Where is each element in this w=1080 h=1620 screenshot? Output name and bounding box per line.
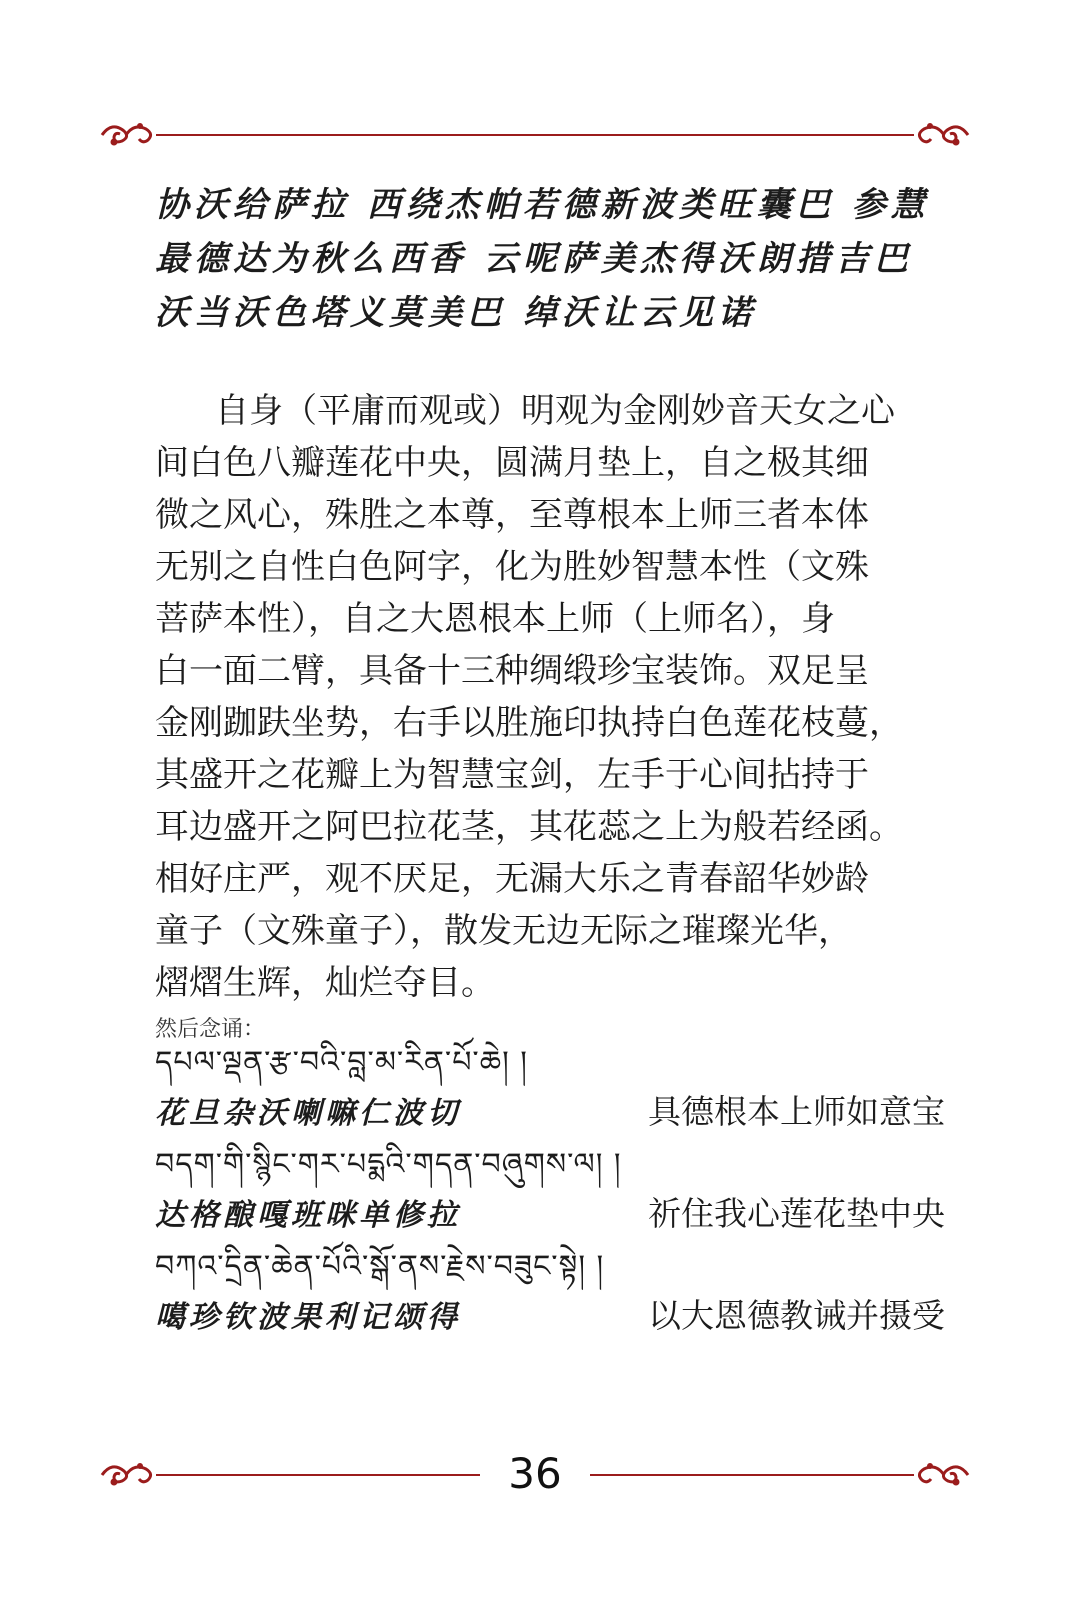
paragraph-line: 间白色八瓣莲花中央，圆满月垫上，自之极其细 (155, 443, 869, 483)
verse-phonetic: 达格酿嘎班咪单修拉 (155, 1198, 461, 1233)
recite-label: 然后念诵： (155, 1017, 266, 1042)
paragraph-line: 相好庄严，观不厌足，无漏大乐之青春韶华妙龄 (155, 859, 869, 899)
paragraph-line: 白一面二臂，具备十三种绸缎珍宝装饰。双足呈 (155, 651, 869, 691)
verse-translation-row (155, 1188, 945, 1240)
verse-tibetan-line: བཀའ་དྲིན་ཆེན་པོའི་སྒོ་ནས་རྗེས་བཟུང་སྟེ། ། (155, 1249, 605, 1284)
paragraph-line: 其盛开之花瓣上为智慧宝剑，左手于心间拈持于 (155, 755, 869, 795)
verse-translation-row (155, 1086, 945, 1138)
verse (155, 1040, 945, 1138)
verse-translation-row (155, 1290, 945, 1342)
phonetic-line: 沃当沃色塔义莫美巴 绰沃让云见诺 (155, 293, 757, 333)
verse-meaning: 以大恩德教诫并摄受 (648, 1296, 945, 1335)
paragraph-line: 微之风心，殊胜之本尊，至尊根本上师三者本体 (155, 495, 869, 535)
verse-tibetan-line: བདག་གི་སྙིང་གར་པདྨའི་གདན་བཞུགས་ལ། ། (155, 1147, 622, 1182)
paragraph-line: 无别之自性白色阿字，化为胜妙智慧本性（文殊 (155, 547, 869, 587)
top-ornament-graphic (100, 118, 970, 152)
verse-phonetic: 花旦杂沃喇嘛仁波切 (155, 1096, 461, 1131)
phonetic-transliteration-block (155, 178, 945, 340)
verse-tibetan-line: དཔལ་ལྡན་རྩ་བའི་བླ་མ་རིན་པོ་ཆེ། ། (155, 1045, 528, 1080)
verse (155, 1244, 945, 1342)
phonetic-line: 协沃给萨拉 西绕杰帕若德新波类旺囊巴 参慧 (155, 185, 930, 225)
paragraph-line: 耳边盛开之阿巴拉花茎，其花蕊之上为般若经函。 (155, 807, 903, 847)
paragraph-line: 自身（平庸而观或）明观为金刚妙音天女之心 (215, 391, 895, 431)
verse (155, 1142, 945, 1240)
verse-meaning: 祈住我心莲花垫中央 (648, 1194, 945, 1233)
verse-phonetic: 噶珍钦波果利记颂得 (155, 1300, 461, 1335)
paragraph-line: 菩萨本性），自之大恩根本上师（上师名），身 (155, 599, 835, 639)
visualization-paragraph (155, 385, 927, 1009)
page-number: 36 (480, 1446, 590, 1502)
paragraph-line: 童子（文殊童子），散发无边无际之璀璨光华， (155, 911, 852, 951)
top-ornament-rule (100, 118, 970, 152)
paragraph-line: 金刚跏趺坐势，右手以胜施印执持白色莲花枝蔓， (155, 703, 903, 743)
verse-meaning: 具德根本上师如意宝 (648, 1092, 945, 1131)
phonetic-line: 最德达为秋么西香 云呢萨美杰得沃朗措吉巴 (155, 239, 913, 279)
paragraph-line: 熠熠生辉，灿烂夺目。 (155, 963, 495, 1003)
